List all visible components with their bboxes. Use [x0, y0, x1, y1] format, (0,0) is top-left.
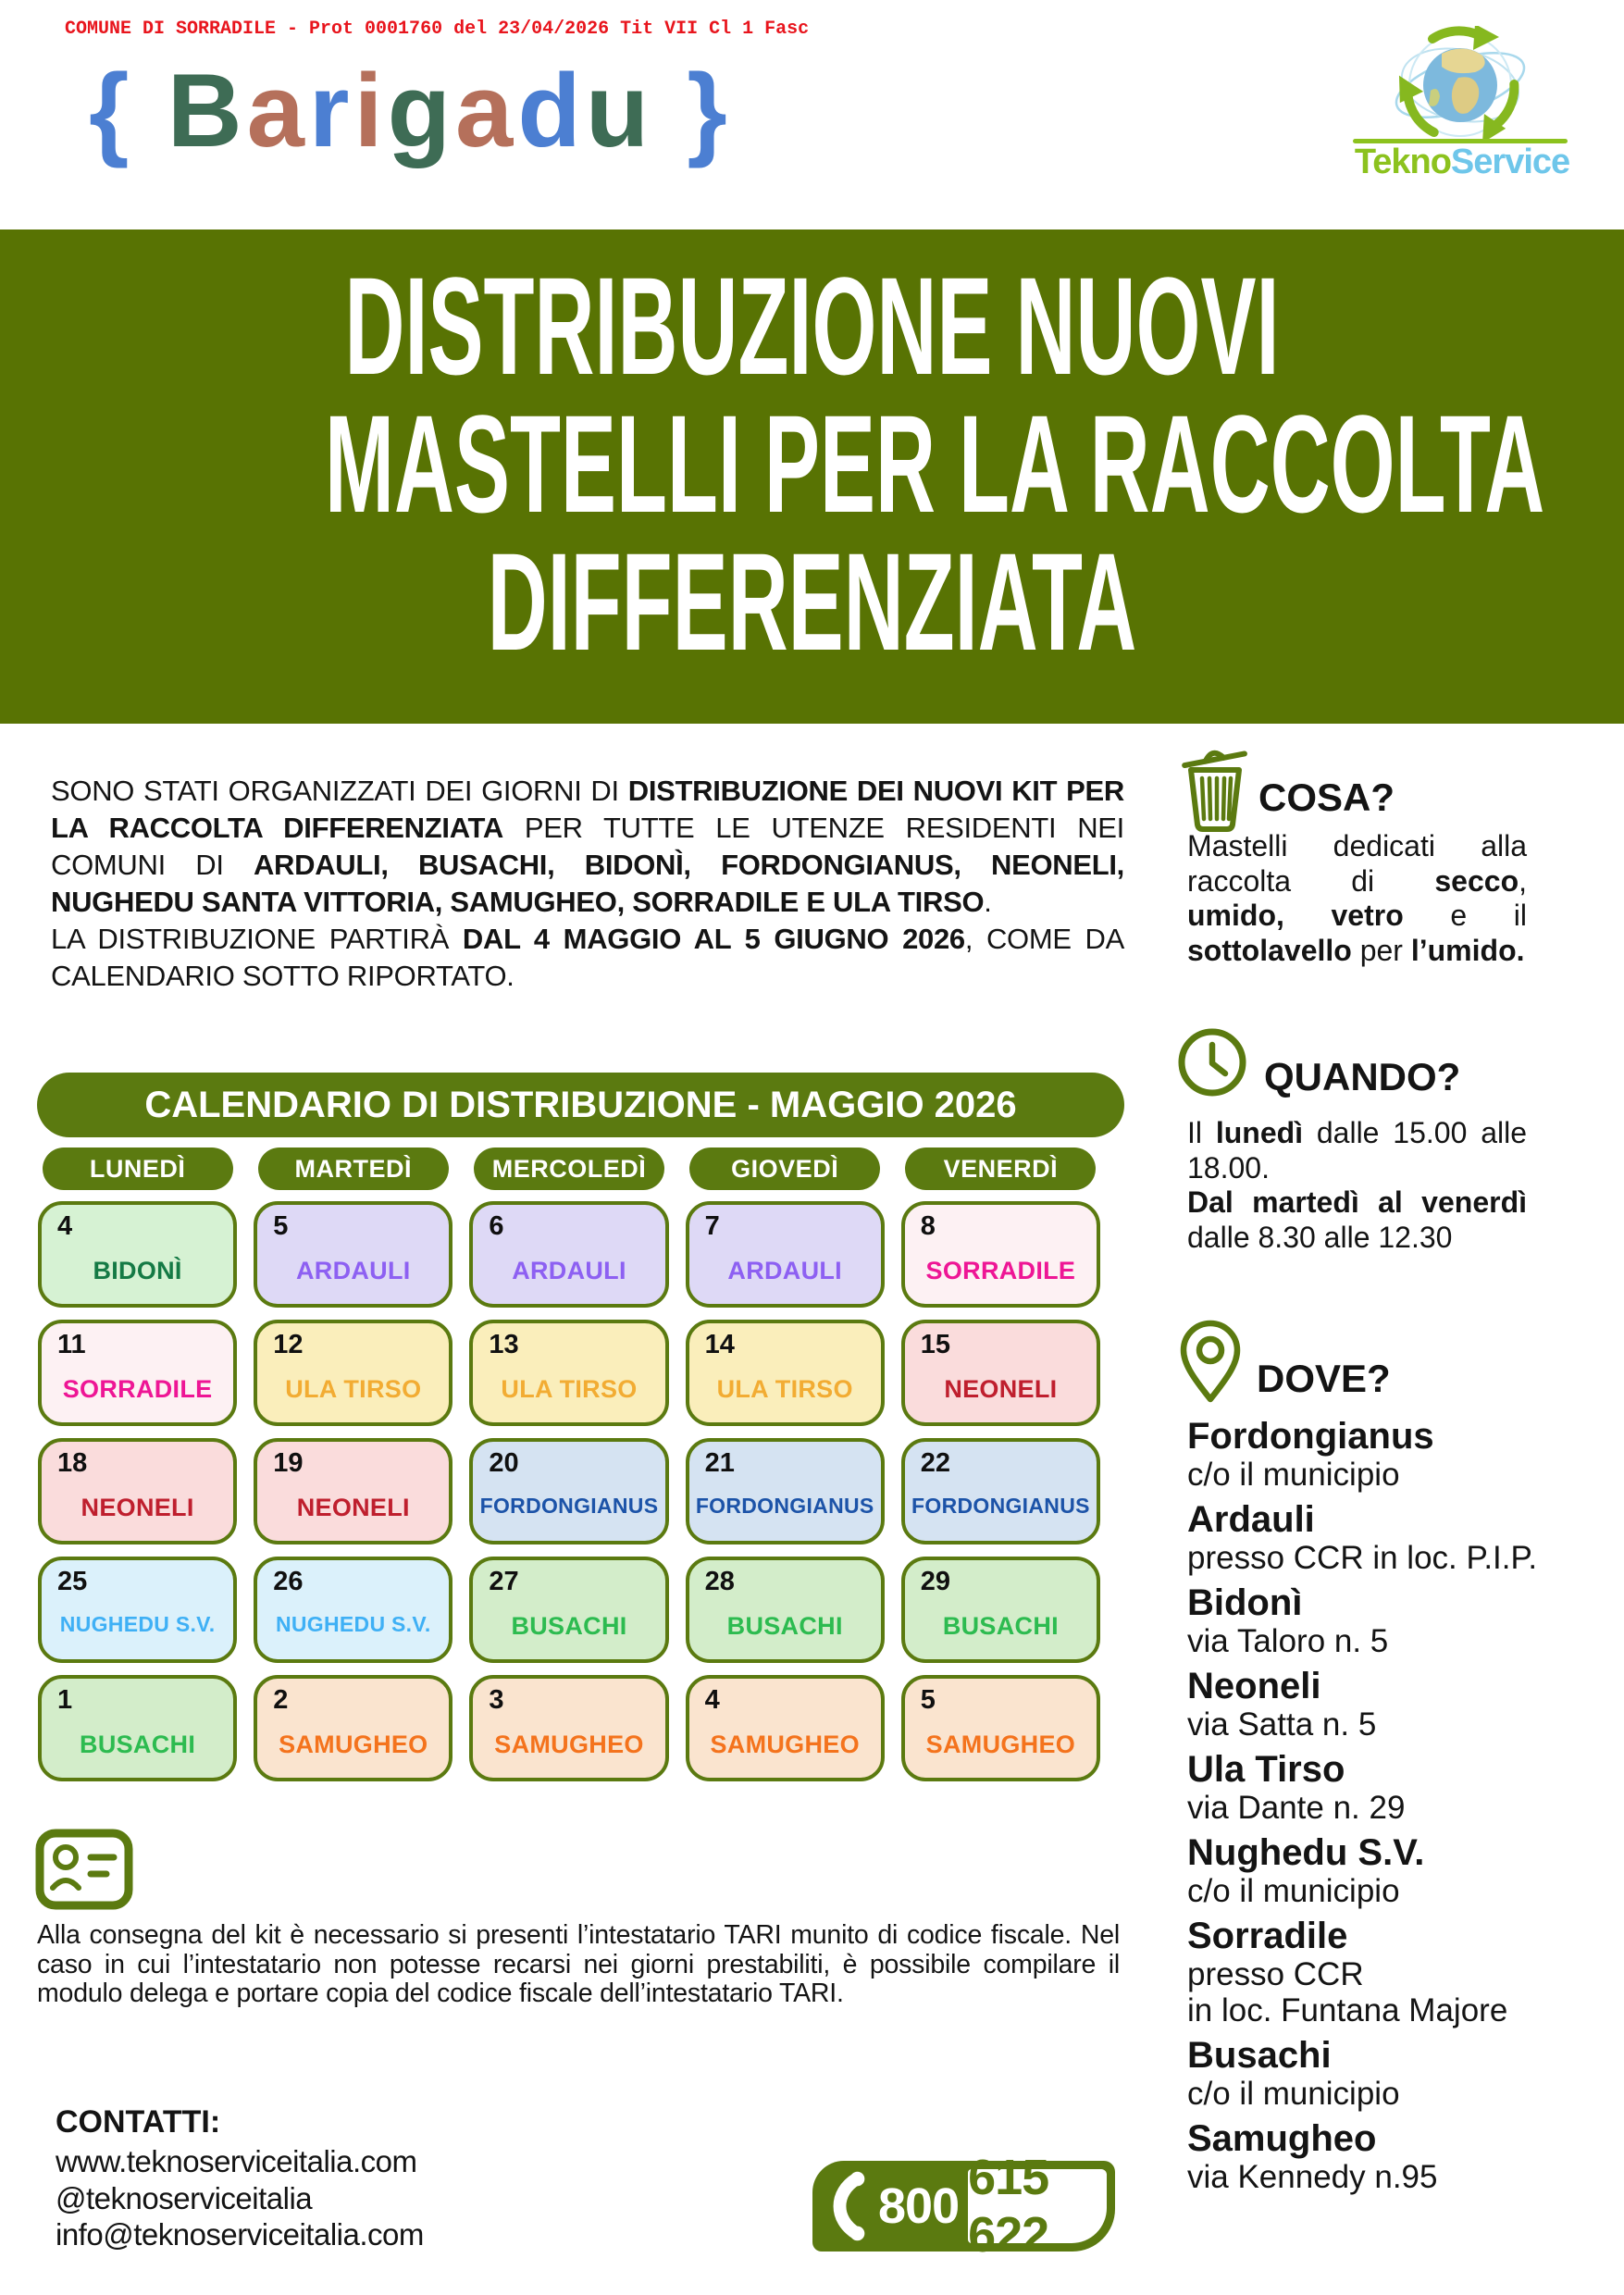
phone-prefix: 800 — [878, 2178, 960, 2234]
calendar-cell — [469, 1201, 668, 1308]
calendar-cell-town: ARDAULI — [512, 1257, 626, 1284]
text-segment: Il — [1187, 1116, 1216, 1149]
trash-bin-icon — [1172, 729, 1257, 833]
calendar-cell-town: SAMUGHEO — [494, 1731, 644, 1758]
text-segment: e il — [1403, 899, 1528, 932]
contacts-title: CONTATTI: — [56, 2104, 221, 2140]
text-segment: dalle 15.00 alle 18.00. — [1187, 1116, 1528, 1185]
calendar-cell — [469, 1675, 668, 1781]
dove-entry-address: presso CCR in loc. Funtana Majore — [1187, 1956, 1508, 2028]
dove-entry-address: via Taloro n. 5 — [1187, 1623, 1389, 1659]
teknoservice-globe-icon — [1377, 26, 1543, 141]
calendar-cell-day-number: 8 — [920, 1211, 936, 1241]
calendar-cell — [469, 1438, 668, 1544]
dove-entry-town: Nughedu S.V. — [1187, 1832, 1425, 1873]
banner-title-line: DISTRIBUZIONE NUOVI — [344, 248, 1280, 403]
calendar-cell-day-number: 29 — [920, 1567, 951, 1596]
text-segment: , — [1519, 863, 1527, 898]
calendar-cell — [254, 1320, 452, 1426]
clock-icon — [1175, 1025, 1249, 1099]
barigadu-letter: d — [517, 53, 586, 168]
dove-entry-address: via Dante n. 29 — [1187, 1790, 1406, 1826]
calendar-cell — [469, 1320, 668, 1426]
calendar-cell-day-number: 13 — [489, 1330, 519, 1359]
calendar-day-header: MERCOLEDÌ — [474, 1148, 664, 1190]
calendar-cell-day-number: 20 — [489, 1448, 519, 1478]
dove-entry — [1187, 1749, 1567, 1826]
calendar-cell-day-number: 7 — [704, 1211, 720, 1241]
delega-note: Alla consegna del kit è necessario si presenti l’intestatario TARI munito di codice fiscale. Nel caso in cui l’intestatario non potesse recarsi nei giorni prestabiliti, è possibile compilare il modulo delega e portare copia del codice fiscale dell’intestatario TARI. — [37, 1920, 1120, 2008]
calendar-cell — [901, 1320, 1100, 1426]
calendar-cell-town: ULA TIRSO — [285, 1375, 422, 1403]
calendar-cell-town: NEONELI — [296, 1494, 410, 1521]
text-segment: DAL 4 MAGGIO AL 5 GIUGNO 2026 — [462, 923, 965, 955]
calendar-cell — [38, 1320, 237, 1426]
calendar-cell-town: NUGHEDU S.V. — [275, 1612, 431, 1636]
calendar-cell — [901, 1201, 1100, 1308]
calendar-cell — [254, 1675, 452, 1781]
calendar-cell-town: FORDONGIANUS — [479, 1494, 659, 1518]
calendar-cell-day-number: 1 — [57, 1685, 73, 1715]
text-segment: ARDAULI, BUSACHI, BIDONÌ, FORDONGIANUS, NEONELI, NUGHEDU SANTA VITTORIA, SAMUGHEO, SORRADILE E ULA TIRSO — [51, 849, 1124, 918]
dove-entry — [1187, 1499, 1567, 1576]
dove-entry — [1187, 2118, 1567, 2195]
calendar-cell-day-number: 5 — [273, 1211, 289, 1241]
calendar-cell — [38, 1201, 237, 1308]
barigadu-letter: a — [246, 53, 309, 168]
calendar-cell-town: NEONELI — [81, 1494, 194, 1521]
quando-heading: QUANDO? — [1264, 1055, 1461, 1098]
title-banner — [0, 230, 1624, 724]
dove-entry-town: Neoneli — [1187, 1666, 1321, 1706]
calendar-day-header-row — [38, 1148, 1100, 1190]
cosa-heading: COSA? — [1258, 775, 1395, 819]
text-segment: l’umido. — [1410, 933, 1525, 967]
calendar-cell-day-number: 6 — [489, 1211, 504, 1241]
dove-entry — [1187, 1582, 1567, 1659]
calendar-cell — [901, 1438, 1100, 1544]
calendar-cell-day-number: 27 — [489, 1567, 519, 1596]
text-segment: . — [984, 886, 992, 918]
calendar-cell-town: ULA TIRSO — [501, 1375, 638, 1403]
calendar-cell-day-number: 12 — [273, 1330, 304, 1359]
text-segment: per — [1351, 933, 1411, 967]
calendar-cell-town: FORDONGIANUS — [695, 1494, 874, 1518]
calendar-cell-day-number: 15 — [920, 1330, 951, 1359]
dove-entry-address: c/o il municipio — [1187, 2076, 1400, 2112]
text-segment: umido, vetro — [1187, 899, 1404, 932]
text-segment: secco — [1434, 863, 1519, 898]
contact-line: www.teknoserviceitalia.com — [56, 2144, 417, 2178]
calendar-cell-day-number: 21 — [704, 1448, 735, 1478]
calendar-cell-day-number: 5 — [920, 1685, 936, 1715]
calendar-cell-town: ULA TIRSO — [716, 1375, 853, 1403]
dove-entry-address: via Satta n. 5 — [1187, 1706, 1377, 1743]
dove-heading: DOVE? — [1257, 1357, 1391, 1400]
calendar-cell-day-number: 28 — [704, 1567, 735, 1596]
calendar-cell — [254, 1201, 452, 1308]
dove-entry-town: Ula Tirso — [1187, 1749, 1345, 1790]
text-segment: PER TUTTE LE UTENZE RESIDENTI NEI COMUNI DI — [51, 812, 1124, 881]
phone-receiver-icon — [824, 2169, 873, 2243]
barigadu-letter: { — [89, 53, 167, 168]
calendar-cell-town: BIDONÌ — [93, 1257, 182, 1284]
calendar-cell — [38, 1438, 237, 1544]
map-pin-icon — [1173, 1320, 1247, 1405]
dove-entry-town: Fordongianus — [1187, 1416, 1434, 1457]
calendar-cell-day-number: 18 — [57, 1448, 88, 1478]
barigadu-letter: a — [455, 53, 518, 168]
calendar-cell — [254, 1557, 452, 1663]
calendar-cell-town: ARDAULI — [727, 1257, 842, 1284]
barigadu-letter: B — [167, 53, 247, 168]
dove-entry — [1187, 1416, 1567, 1493]
dove-entry-address: c/o il municipio — [1187, 1457, 1400, 1493]
calendar-cell-town: BUSACHI — [726, 1612, 843, 1640]
barigadu-letter: i — [353, 53, 388, 168]
calendar-grid — [38, 1201, 1100, 1781]
calendar-cell — [686, 1675, 885, 1781]
calendar-cell-day-number: 3 — [489, 1685, 504, 1715]
cosa-paragraph — [1187, 829, 1527, 968]
barigadu-letter: } — [653, 53, 732, 168]
phone-badge-left — [821, 2169, 968, 2243]
calendar-cell-town: FORDONGIANUS — [911, 1494, 1090, 1518]
id-card-icon — [35, 1829, 133, 1912]
calendar-cell-day-number: 4 — [57, 1211, 73, 1241]
intro-paragraph — [51, 773, 1124, 995]
contact-line: @teknoserviceitalia — [56, 2180, 313, 2215]
dove-entry-address: c/o il municipio — [1187, 1873, 1400, 1909]
text-segment: dalle 8.30 alle 12.30 — [1187, 1220, 1453, 1254]
text-segment: DISTRIBUZIONE DEI NUOVI KIT PER LA RACCOLTA DIFFERENZIATA — [51, 775, 1125, 844]
calendar-cell-day-number: 14 — [704, 1330, 735, 1359]
calendar-cell-day-number: 22 — [920, 1448, 951, 1478]
dove-entry — [1187, 1832, 1567, 1909]
banner-title-line: DIFFERENZIATA — [487, 524, 1137, 679]
barigadu-letter: u — [585, 53, 654, 168]
dove-entry — [1187, 1916, 1567, 2028]
calendar-cell — [469, 1557, 668, 1663]
calendar-day-header: MARTEDÌ — [258, 1148, 449, 1190]
contact-line: info@teknoserviceitalia.com — [56, 2217, 424, 2252]
calendar-cell-town: BUSACHI — [80, 1731, 196, 1758]
dove-entry-address: presso CCR in loc. P.I.P. — [1187, 1540, 1538, 1576]
calendar-cell-town: SAMUGHEO — [710, 1731, 860, 1758]
dove-location-list — [1187, 1416, 1567, 2202]
calendar-cell — [254, 1438, 452, 1544]
calendar-cell-town: NUGHEDU S.V. — [59, 1612, 216, 1636]
calendar-cell-town: SAMUGHEO — [279, 1731, 428, 1758]
calendar-cell — [686, 1438, 885, 1544]
teknoservice-wordmark — [1323, 143, 1601, 182]
dove-entry-town: Sorradile — [1187, 1916, 1348, 1956]
calendar-title: CALENDARIO DI DISTRIBUZIONE - MAGGIO 2026 — [37, 1073, 1124, 1137]
dove-entry — [1187, 1666, 1567, 1743]
calendar-cell-town: SAMUGHEO — [925, 1731, 1076, 1758]
contact-lines — [56, 2143, 424, 2253]
dove-entry — [1187, 2035, 1567, 2112]
calendar-cell-day-number: 2 — [273, 1685, 289, 1715]
calendar-cell-day-number: 11 — [57, 1330, 86, 1359]
phone-number: 615 622 — [968, 2169, 1107, 2243]
calendar-cell-day-number: 26 — [273, 1567, 304, 1596]
dove-entry-town: Busachi — [1187, 2035, 1332, 2076]
protocol-stamp: COMUNE DI SORRADILE - Prot 0001760 del 23/04/2026 Tit VII Cl 1 Fasc — [65, 19, 810, 40]
calendar-cell — [38, 1557, 237, 1663]
calendar-day-header: GIOVEDÌ — [689, 1148, 880, 1190]
calendar-cell — [901, 1557, 1100, 1663]
banner-title-line: MASTELLI PER LA RACCOLTA — [325, 386, 1545, 541]
calendar-cell-town: SORRADILE — [62, 1375, 213, 1403]
dove-entry-town: Samugheo — [1187, 2118, 1377, 2159]
calendar-cell-town: ARDAULI — [295, 1257, 411, 1284]
dove-entry-address: via Kennedy n.95 — [1187, 2159, 1438, 2195]
calendar-cell — [686, 1320, 885, 1426]
calendar-cell — [686, 1201, 885, 1308]
teknoservice-wordmark-service: Service — [1450, 143, 1570, 181]
calendar-day-header: VENERDÌ — [905, 1148, 1096, 1190]
text-segment: Dal martedì al venerdì — [1187, 1185, 1527, 1219]
calendar-cell-town: SORRADILE — [925, 1257, 1076, 1284]
toll-free-badge — [812, 2150, 1115, 2263]
text-segment: lunedì — [1215, 1116, 1304, 1149]
calendar-cell-day-number: 4 — [704, 1685, 720, 1715]
text-segment: , COME DA CALENDARIO SOTTO RIPORTATO. — [51, 923, 1125, 992]
text-segment: sottolavello — [1187, 933, 1352, 967]
calendar-cell — [38, 1675, 237, 1781]
calendar-cell — [686, 1557, 885, 1663]
calendar-cell-town: BUSACHI — [942, 1612, 1059, 1640]
dove-entry-town: Bidonì — [1187, 1582, 1303, 1623]
calendar-cell-day-number: 25 — [57, 1567, 88, 1596]
calendar-cell-town: BUSACHI — [511, 1612, 627, 1640]
barigadu-letter: g — [387, 53, 456, 168]
dove-entry-town: Ardauli — [1187, 1499, 1315, 1540]
calendar-cell-town: NEONELI — [944, 1375, 1058, 1403]
calendar-cell-day-number: 19 — [273, 1448, 304, 1478]
calendar-day-header: LUNEDÌ — [43, 1148, 233, 1190]
text-segment: LA DISTRIBUZIONE PARTIRÀ — [51, 923, 463, 955]
calendar-cell — [901, 1675, 1100, 1781]
teknoservice-wordmark-tekno: Tekno — [1354, 143, 1451, 181]
quando-paragraph — [1187, 1116, 1527, 1255]
text-segment: SONO STATI ORGANIZZATI DEI GIORNI DI — [51, 775, 628, 807]
text-segment: Mastelli dedicati alla raccolta di — [1187, 829, 1527, 898]
barigadu-letter: r — [308, 53, 354, 168]
barigadu-logo — [89, 53, 732, 168]
